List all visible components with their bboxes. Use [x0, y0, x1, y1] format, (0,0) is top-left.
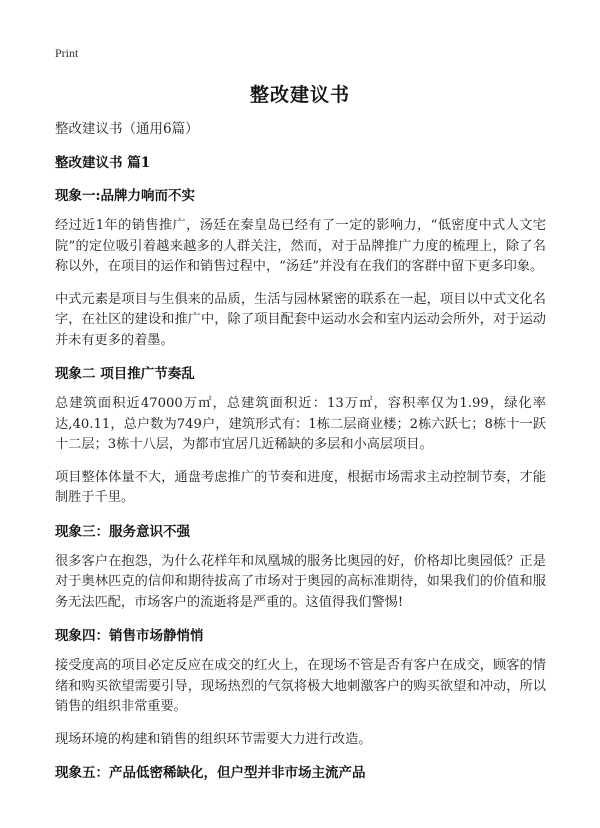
- section-heading: 现象三：服务意识不强: [55, 523, 190, 540]
- section-1: [55, 185, 546, 351]
- paragraph: 接受度高的项目必定反应在成交的红火上，在现场不管是否有客户在成交，顾客的情绪和购买欲望需要引导，现场热烈的气氛将极大地刺激客户的购买欲望和冲动，所以销售的组织非常重要。: [55, 658, 546, 714]
- section-3: [55, 521, 546, 614]
- section-5: [55, 762, 546, 784]
- document-title: 整改建议书: [249, 84, 350, 106]
- section-heading: 现象一:品牌力响而不实: [55, 188, 195, 204]
- section-heading: 现象四：销售市场静悄悄: [55, 628, 204, 644]
- paragraph: 项目整体体量不大，通盘考虑推广的节奏和进度，根据市场需求主动控制节奏，才能制胜于千里。: [55, 469, 546, 505]
- paragraph: 中式元素是项目与生俱来的品质，生活与园林紧密的联系在一起，项目以中式文化名字，在社区的建设和推广中，除了项目配套中运动水会和室内运动会所外，对于运动并未有更多的着墨。: [55, 291, 546, 348]
- document-body: [55, 118, 546, 793]
- print-label[interactable]: Print: [55, 46, 79, 60]
- paragraph: 现场环境的构建和销售的组织环节需要大力进行改造。: [55, 731, 372, 747]
- document-subtitle: 整改建议书（通用6篇）: [55, 121, 199, 137]
- section-heading: 现象二 项目推广节奏乱: [55, 366, 195, 382]
- paragraph: 总建筑面积近47000万㎡，总建筑面积近：13万㎡，容积率仅为1.99，绿化率达,40.11，总户数为749户，建筑形式有：1栋二层商业楼；2栋六跃七；8栋十一跃十二层；3栋十八层，为都市宜居几近稀缺的多层和小高层项目。: [55, 396, 546, 452]
- paragraph: 经过近1年的销售推广，汤廷在秦皇岛已经有了一定的影响力，“低密度中式人文宅院”的定位吸引着越来越多的人群关注，然而，对于品牌推广力度的梳理上，除了名称以外，在项目的运作和销售过程中，“汤廷”并没有在我们的客群中留下更多印象。: [55, 218, 546, 274]
- article-heading: 整改建议书 篇1: [55, 155, 151, 171]
- paragraph: 很多客户在抱怨，为什么花样年和凤凰城的服务比奥园的好，价格却比奥园低？正是对于奥林匹克的信仰和期待拔高了市场对于奥园的高标准期待，如果我们的价值和服务无法匹配，市场客户的流逝将是严重的。这值得我们警惕!: [55, 553, 546, 610]
- section-2: [55, 363, 546, 509]
- section-heading: 现象五：产品低密稀缺化，但户型并非市场主流产品: [55, 765, 366, 781]
- section-4: [55, 625, 546, 750]
